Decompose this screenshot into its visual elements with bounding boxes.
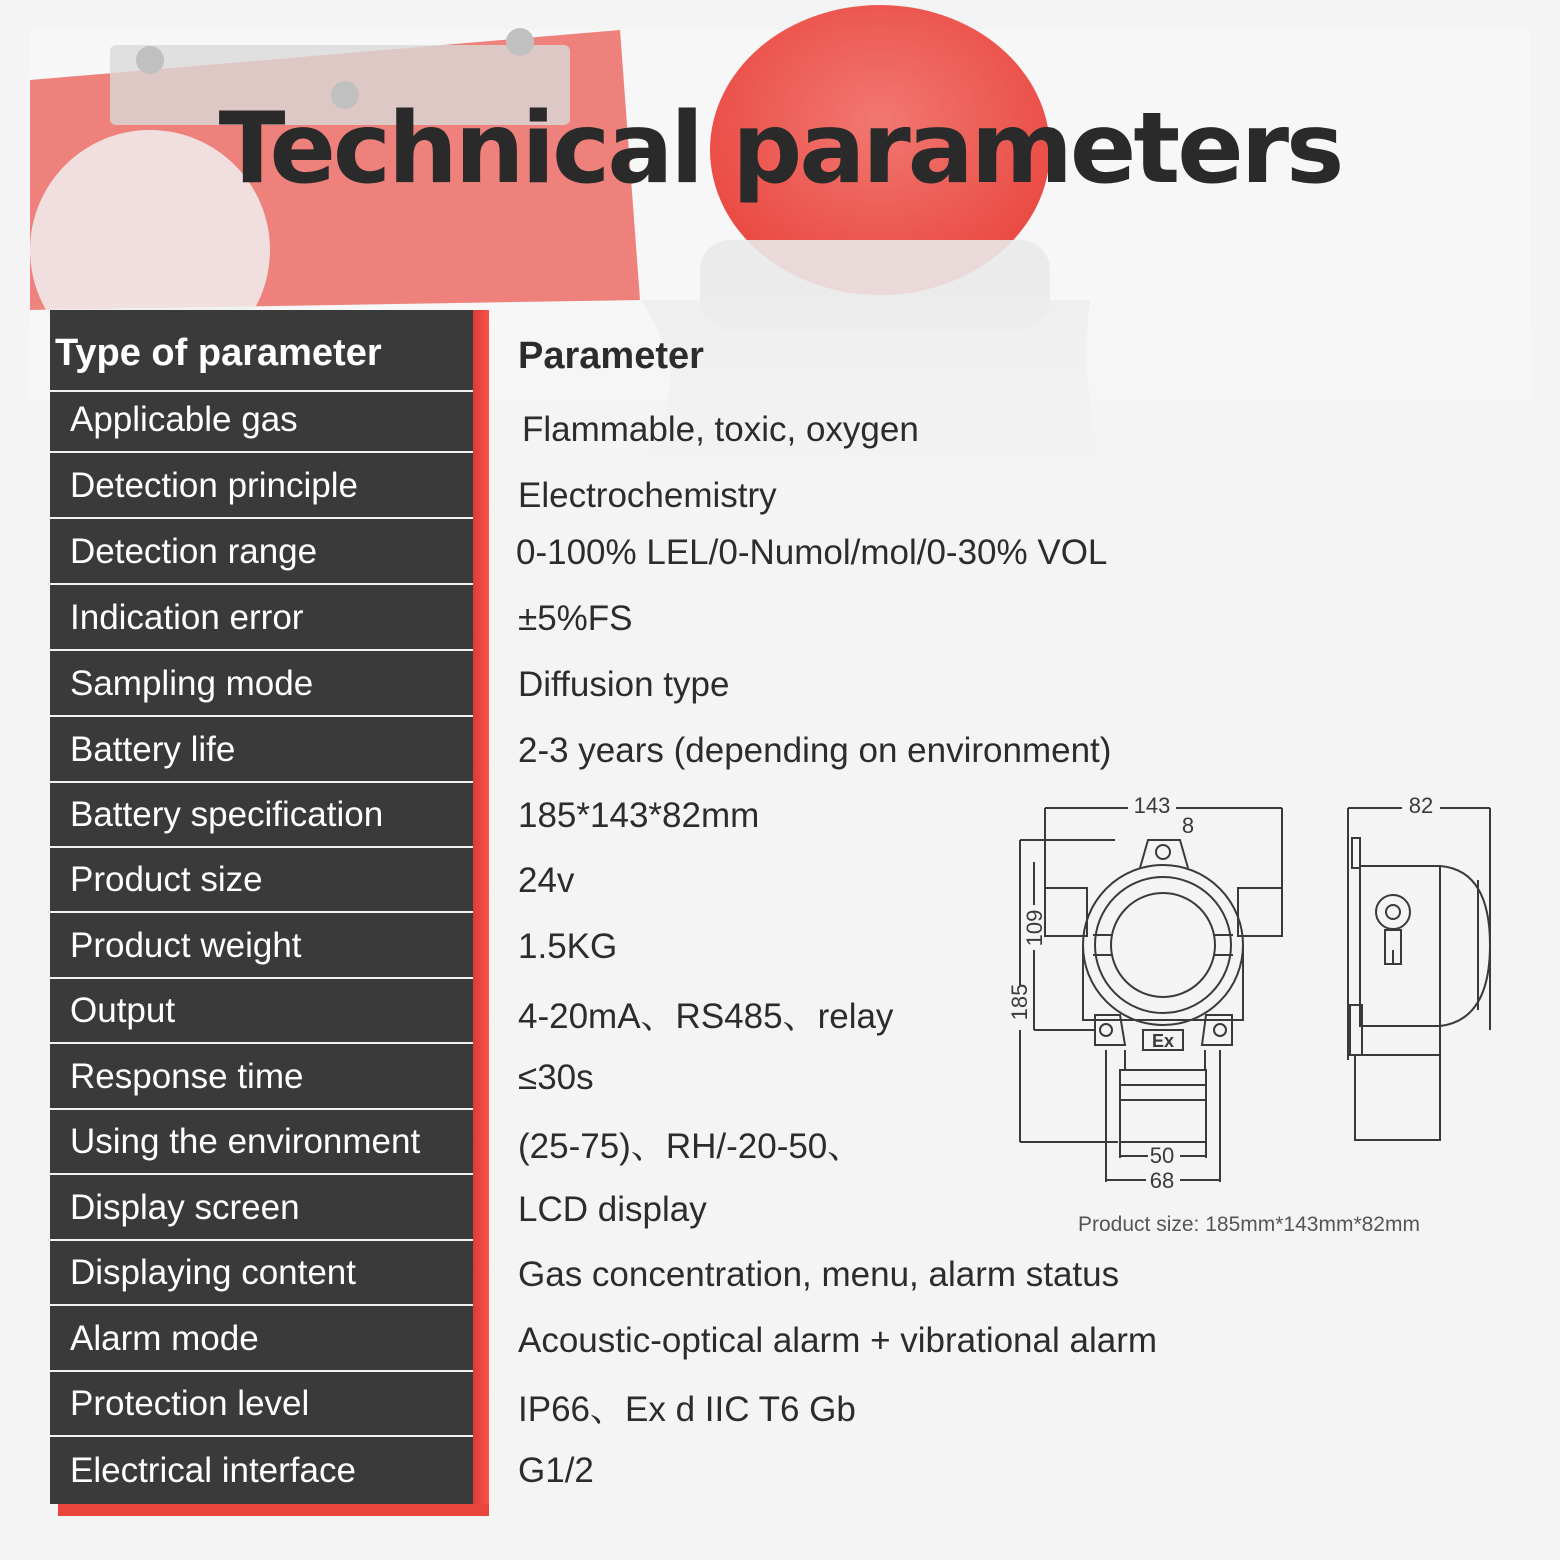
dimension-sensor-label: 50 [1149, 1143, 1175, 1168]
table-row-label: Product size [50, 849, 473, 913]
table-row-label: Output [50, 980, 473, 1044]
table-row-label: Display screen [50, 1177, 473, 1241]
table-row-value: Acoustic-optical alarm + vibrational alarm [518, 1321, 1158, 1360]
dimension-depth-label: 82 [1408, 793, 1434, 818]
product-size-caption: Product size: 185mm*143mm*82mm [1078, 1213, 1420, 1236]
table-row-label: Product weight [50, 915, 473, 979]
red-accent-edge [473, 310, 489, 1516]
table-row-label: Battery life [50, 719, 473, 783]
table-header-value: Parameter [518, 334, 704, 377]
table-row-value: 0-100% LEL/0-Numol/mol/0-30% VOL [516, 533, 1108, 572]
table-row-value: G1/2 [518, 1451, 594, 1490]
table-row-value: 1.5KG [518, 927, 618, 966]
table-row-value: 24v [518, 861, 575, 900]
dimension-upper-height-label: 109 [1022, 909, 1047, 947]
table-row-value: Electrochemistry [518, 476, 777, 515]
table-row-value: ≤30s [518, 1058, 594, 1097]
ex-mark-label: Ex [1151, 1031, 1175, 1051]
page-title: Technical parameters [218, 92, 1342, 206]
table-row-label: Sampling mode [50, 653, 473, 717]
table-row-label: Protection level [50, 1373, 473, 1437]
table-row-value: (25-75)、RH/-20-50、 [518, 1127, 863, 1166]
table-row-label: Response time [50, 1046, 473, 1110]
table-row-label: Displaying content [50, 1242, 473, 1306]
dimension-width-label: 143 [1133, 793, 1171, 818]
table-row-label: Applicable gas [50, 389, 473, 453]
table-row-label: Detection range [50, 521, 473, 585]
table-header-label: Type of parameter [50, 316, 473, 392]
table-row-value: 4-20mA、RS485、relay [518, 997, 894, 1036]
dimension-base-label: 68 [1149, 1168, 1175, 1193]
table-row-value: 2-3 years (depending on environment) [518, 731, 1112, 770]
table-row-value: ±5%FS [518, 599, 633, 638]
table-row-value: Gas concentration, menu, alarm status [518, 1255, 1120, 1294]
table-row-value: 185*143*82mm [518, 796, 760, 835]
dimension-total-height-label: 185 [1007, 983, 1032, 1021]
table-row-value: IP66、Ex d IIC T6 Gb [518, 1390, 856, 1429]
red-accent-foot [58, 1504, 489, 1516]
table-row-label: Battery specification [50, 784, 473, 848]
dimension-drawing [995, 788, 1515, 1198]
table-row-value: LCD display [518, 1190, 707, 1229]
dimension-hole-label: 8 [1181, 813, 1195, 838]
table-row-label: Detection principle [50, 455, 473, 519]
table-row-value: Diffusion type [518, 665, 730, 704]
table-row-label: Using the environment [50, 1111, 473, 1175]
table-row-label: Electrical interface [70, 1451, 356, 1490]
table-row-value: Flammable, toxic, oxygen [522, 410, 919, 449]
table-row-label: Indication error [50, 587, 473, 651]
table-row-label: Alarm mode [50, 1308, 473, 1372]
